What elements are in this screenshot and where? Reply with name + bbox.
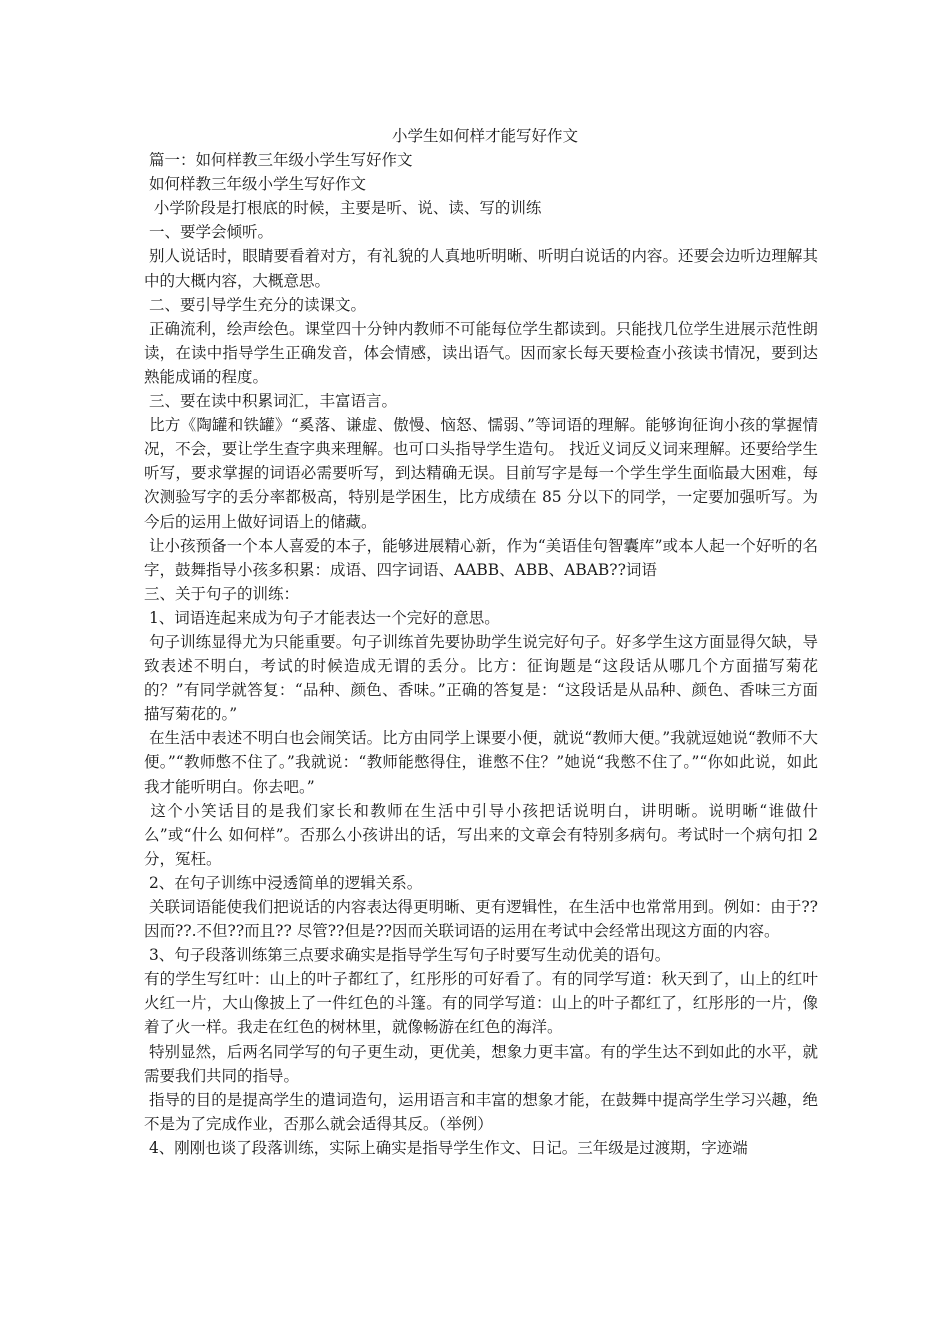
paragraph: 3、句子段落训练第三点要求确实是指导学生写句子时要写生动优美的语句。 [144, 946, 671, 965]
paragraph: 三、关于句子的训练： [144, 584, 300, 603]
paragraph: 篇一：如何样教三年级小学生写好作文 [144, 151, 413, 170]
paragraph-list [144, 148, 823, 1160]
paragraph: 一、要学会倾听。 [144, 223, 273, 242]
paragraph: 小学阶段是打根底的时候，主要是听、说、读、写的训练 [144, 199, 542, 218]
paragraph: 指导的目的是提高学生的遣词造句，运用语言和丰富的想象才能，在鼓舞中提高学生学习兴趣，绝不是为了完成作业，否那么就会适得其反。（举例） [144, 1090, 818, 1133]
paragraph: 句子训练显得尤为只能重要。句子训练首先要协助学生说完好句子。好多学生这方面显得欠缺，导致表述不明白，考试的时候造成无谓的丢分。比方：征询题是“这段话从哪几个方面描写菊花的？”有同学就答复：“品种、颜色、香味。”正确的答复是：“这段话是从品种、颜色、香味三方面描写菊花的。” [144, 632, 818, 724]
paragraph: 特别显然，后两名同学写的句子更生动，更优美，想象力更丰富。有的学生达不到如此的水平，就需要我们共同的指导。 [144, 1042, 818, 1085]
paragraph: 让小孩预备一个本人喜爱的本子，能够进展精心新，作为“美语佳句智囊库”或本人起一个好听的名字，鼓舞指导小孩多积累：成语、四字词语、AABB、ABB、ABAB??词语 [144, 536, 818, 579]
paragraph: 有的学生写红叶：山上的叶子都红了，红彤彤的可好看了。有的同学写道：秋天到了，山上的红叶火红一片，大山像披上了一件红色的斗篷。有的同学写道：山上的叶子都红了，红彤彤的一片，像着了火一样。我走在红色的树林里，就像畅游在红色的海洋。 [144, 970, 818, 1037]
paragraph: 三、要在读中积累词汇，丰富语言。 [144, 392, 397, 411]
paragraph: 2、在句子训练中浸透简单的逻辑关系。 [144, 873, 423, 892]
document-title: 小学生如何样才能写好作文 [391, 127, 578, 145]
paragraph: 正确流利，绘声绘色。课堂四十分钟内教师不可能每位学生都读到。只能找几位学生进展示范性朗读，在读中指导学生正确发音，体会情感，读出语气。因而家长每天要检查小孩读书情况，要到达熟能成诵的程度。 [144, 319, 818, 386]
paragraph: 4、刚刚也谈了段落训练，实际上确实是指导学生作文、日记。三年级是过渡期，字迹端 [144, 1138, 748, 1157]
paragraph: 二、要引导学生充分的读课文。 [144, 295, 366, 314]
paragraph: 在生活中表述不明白也会闹笑话。比方由同学上课要小便，就说“教师大便。”我就逗她说“教师不大便。”“教师憋不住了。”我就说：“教师能憋得住，谁憋不住？”她说“我憋不住了。”“你如此说，如此我才能听明白。你去吧。” [144, 729, 818, 796]
paragraph: 别人说话时，眼睛要看着对方，有礼貌的人真地听明晰、听明白说话的内容。还要会边听边理解其中的大概内容，大概意思。 [144, 247, 818, 290]
paragraph: 这个小笑话目的是我们家长和教师在生活中引导小孩把话说明白，讲明晰。说明晰“谁做什么”或“什么 如何样”。否那么小孩讲出的话，写出来的文章会有特别多病句。考试时一个病句扣 2 分，冤枉。 [144, 801, 823, 868]
paragraph: 如何样教三年级小学生写好作文 [144, 175, 366, 194]
paragraph: 比方《陶罐和铁罐》“奚落、谦虚、傲慢、恼怒、懦弱、”等词语的理解。能够询征询小孩的掌握情况，不会，要让学生查字典来理解。也可口头指导学生造句。 找近义词反义词来理解。还要给学生听写，要求掌握的词语必需要听写，到达精确无误。目前写字是每一个学生学生面临最大困难，每次测验写字的丢分率都极高，特别是学困生，比方成绩在 85 分以下的同学，一定要加强听写。为今后的运用上做好词语上的储藏。 [144, 416, 818, 531]
paragraph: 关联词语能使我们把说话的内容表达得更明晰、更有逻辑性，在生活中也常常用到。例如：由于??因而??.不但??而且?? 尽管??但是??因而关联词语的运用在考试中会经常出现这方面的内容。 [144, 898, 818, 941]
document-body [144, 124, 823, 1160]
paragraph: 1、词语连起来成为句子才能表达一个完好的意思。 [144, 608, 500, 627]
